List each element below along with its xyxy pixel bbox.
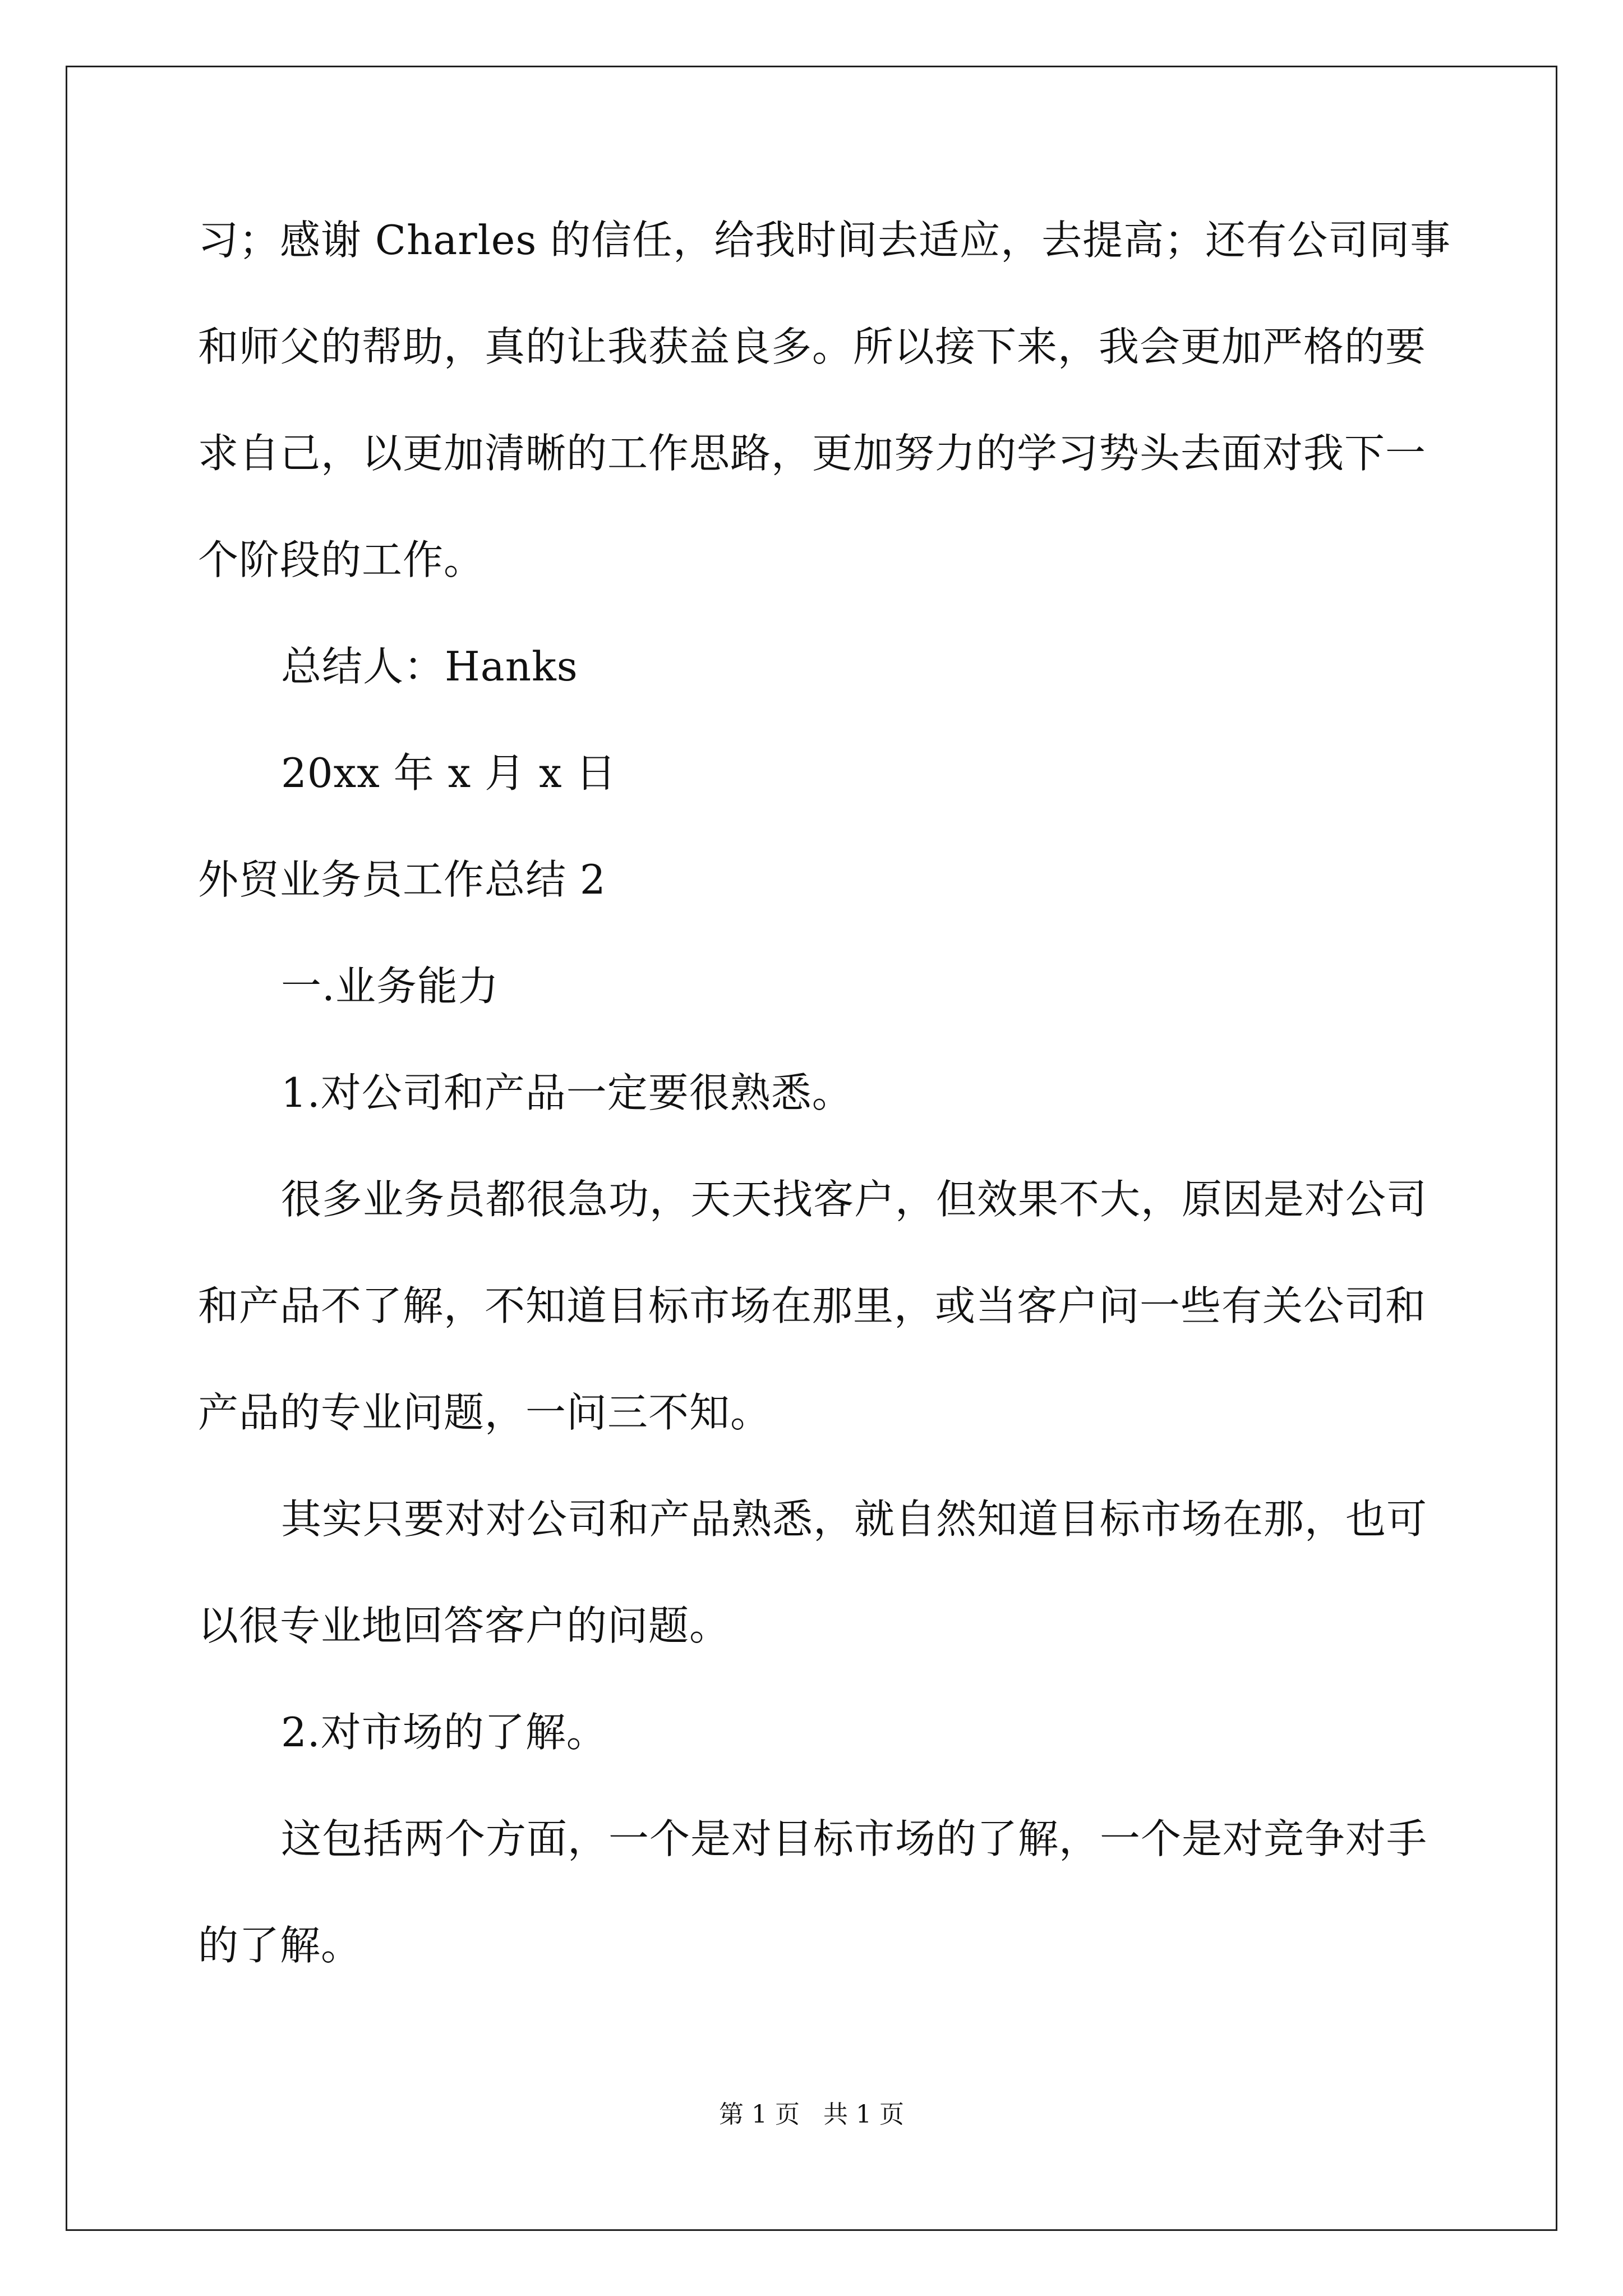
numbered-item: 1.对公司和产品一定要很熟悉。 [281, 1069, 853, 1116]
paragraph-line: 习；感谢 Charles 的信任，给我时间去适应，去提高；还有公司同事 [198, 217, 1451, 264]
signature-line: 总结人：Hanks [281, 643, 578, 690]
paragraph-line: 产品的专业问题，一问三不知。 [198, 1389, 772, 1436]
paragraph-line: 和产品不了解，不知道目标市场在那里，或当客户问一些有关公司和 [198, 1282, 1427, 1329]
page-footer: 第 1 页 共 1 页 [719, 2100, 904, 2129]
paragraph-line: 个阶段的工作。 [198, 536, 485, 583]
paragraph-line: 求自己，以更加清晰的工作思路，更加努力的学习势头去面对我下一 [198, 430, 1427, 477]
paragraph-line: 以很专业地回答客户的问题。 [198, 1602, 731, 1649]
paragraph-line: 这包括两个方面，一个是对目标市场的了解，一个是对竞争对手 [281, 1815, 1428, 1862]
date-line: 20xx 年 x 月 x 日 [281, 749, 617, 797]
paragraph-line: 其实只要对对公司和产品熟悉，就自然知道目标市场在那，也可 [281, 1496, 1428, 1543]
section-title: 外贸业务员工作总结 2 [198, 856, 606, 903]
paragraph-line: 很多业务员都很急功，天天找客户，但效果不大，原因是对公司 [281, 1176, 1428, 1223]
subsection-heading: 一.业务能力 [281, 963, 499, 1010]
numbered-item: 2.对市场的了解。 [281, 1709, 607, 1756]
document-body [198, 213, 1451, 2025]
paragraph-line: 和师父的帮助，真的让我获益良多。所以接下来，我会更加严格的要 [198, 323, 1427, 370]
paragraph-line: 的了解。 [198, 1922, 362, 1969]
